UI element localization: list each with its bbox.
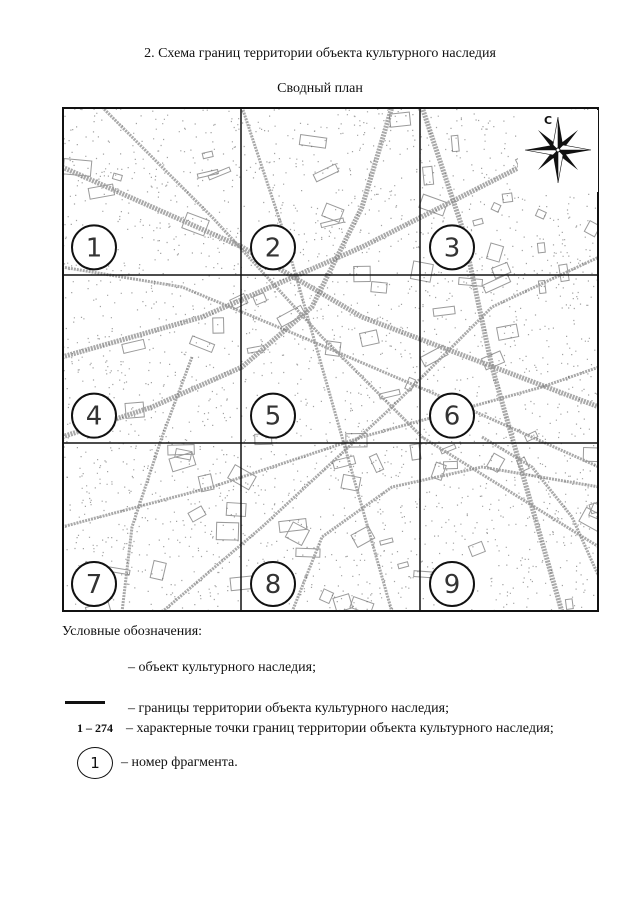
fragment-number-2: 2 (264, 233, 282, 264)
compass-north-label: С (544, 114, 553, 127)
fragment-number-7: 7 (85, 570, 103, 600)
legend-points-code: 1 – 274 (77, 721, 113, 735)
fragment-number-9: 9 (443, 570, 461, 600)
legend-fragment-text: – номер фрагмента. (121, 755, 238, 770)
fragment-number-4: 4 (85, 401, 103, 432)
fragment-number-6: 6 (443, 401, 461, 432)
legend-boundary-line (65, 701, 105, 704)
fragment-number-8: 8 (264, 570, 282, 600)
fragment-number-5: 5 (264, 401, 282, 432)
legend-object-text: – объект культурного наследия; (128, 660, 316, 675)
legend-title: Условные обозначения: (62, 624, 203, 639)
legend-boundary-text: – границы территории объекта культурного наследия; (128, 701, 449, 716)
legend-points-text: – характерные точки границ территории объекта культурного наследия; (126, 721, 554, 736)
compass-rose (518, 110, 598, 192)
overview-map (62, 107, 599, 612)
fragment-number-3: 3 (443, 233, 461, 264)
fragment-number-1: 1 (85, 233, 103, 264)
map-subtitle: Сводный план (277, 81, 363, 96)
legend-fragment-circle: 1 (77, 747, 113, 779)
page-title: 2. Схема границ территории объекта культурного наследия (144, 46, 496, 61)
